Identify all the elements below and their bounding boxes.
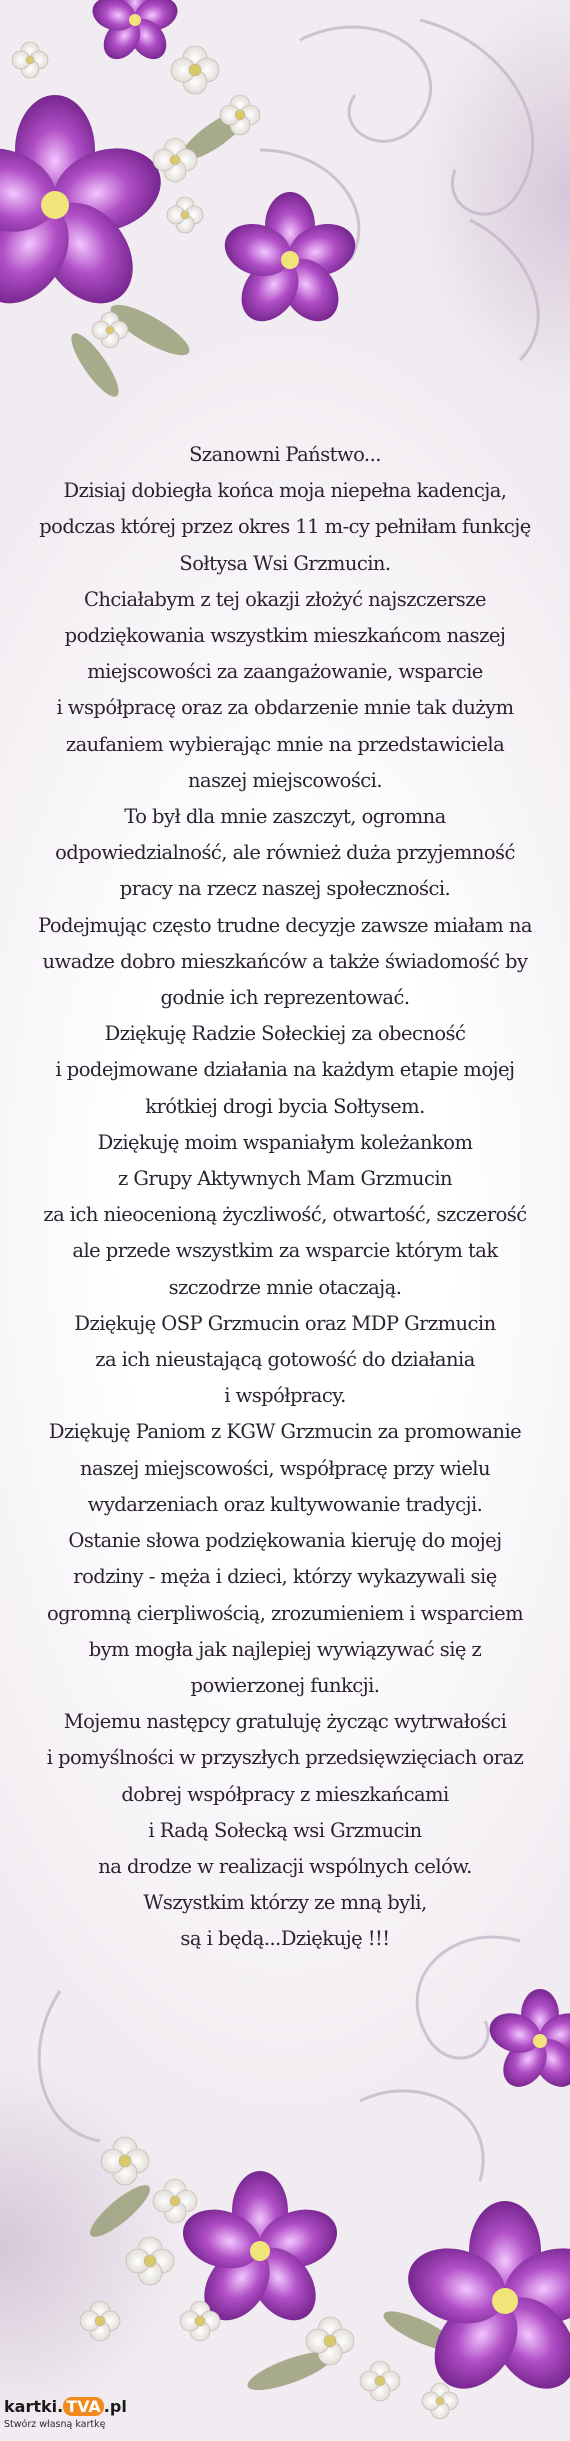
- logo-name-badge: TVA: [63, 2397, 104, 2416]
- greeting-text: Szanowni Państwo... Dzisiaj dobiegła końca moja niepełna kadencja, podczas której przez okres 11 m-cy pełniłam funkcję Sołtysa Wsi Grzmucin. Chciałabym z tej okazji złożyć najszczersze podziękowania wszystkim mieszkańcom naszej miejscowości za zaangażowanie, wsparcie i współpracę oraz za obdarzenie mnie tak dużym zaufaniem wybierając mnie na przedstawiciela naszej miejscowości. To był dla mnie zaszczyt, ogromna odpowiedzialność, ale również duża przyjemność pracy na rzecz naszej społeczności. Podejmując często trudne decyzje zawsze miałam na uwadze dobro mieszkańców a także świadomość by godnie ich reprezentować. Dziękuję Radzie Sołeckiej za obecność i podejmowane działania na każdym etapie mojej krótkiej drogi bycia Sołtysem. Dziękuję moim wspaniałym koleżankom z Grupy Aktywnych Mam Grzmucin za ich nieocenioną życzliwość, otwartość, szczerość ale przede wszystkim za wsparcie którym tak szczodrze mnie otaczają. Dziękuję OSP Grzmucin oraz MDP Grzmucin za ich nieustającą gotowość do działania i współpracy. Dziękuję Paniom z KGW Grzmucin za promowanie naszej miejscowości, współpracę przy wielu wydarzeniach oraz kultywowanie tradycji. Ostanie słowa podziękowania kieruję do mojej rodziny - męża i dzieci, którzy wykazywali się ogromną cierpliwością, zrozumieniem i wsparciem bym mogła jak najlepiej wywiązywać się z powierzonej funkcji. Mojemu następcy gratuluję życząc wytrwałości i pomyślności w przyszłych przedsięwzięciach oraz dobrej współpracy z mieszkańcami i Radą Sołecką wsi Grzmucin na drodze w realizacji wspólnych celów. Wszystkim którzy ze mną byli, są i będą...Dziękuję !!!: [38, 443, 532, 1951]
- logo-wordmark: [4, 2397, 127, 2416]
- logo-name-domain: .pl: [103, 2397, 127, 2416]
- kartki-logo[interactable]: [4, 2397, 127, 2437]
- logo-tagline: Stwórz własną kartkę: [4, 2419, 106, 2430]
- floral-decoration-top: [0, 0, 570, 430]
- logo-name-part: kartki.: [4, 2397, 64, 2416]
- floral-decoration-bottom: [0, 1901, 570, 2441]
